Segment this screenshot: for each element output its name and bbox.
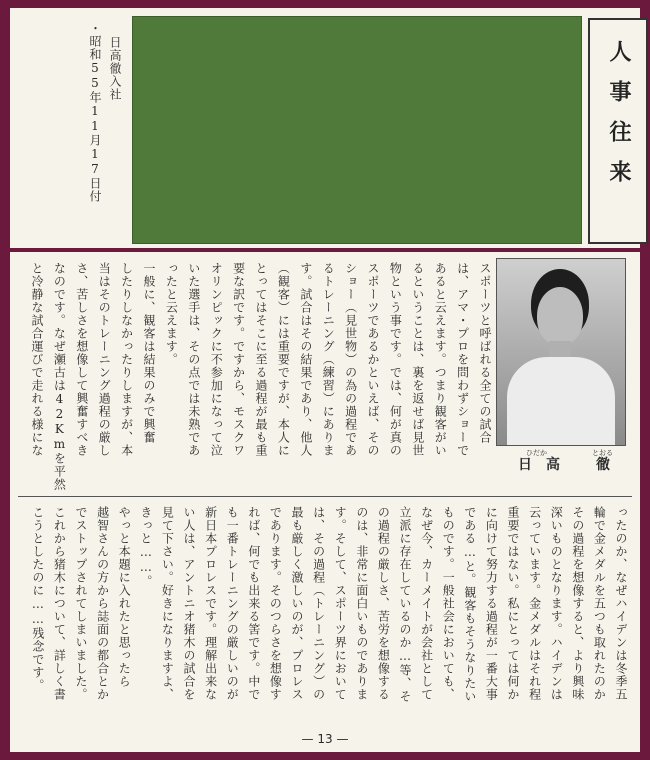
article-line: す。そして、スポーツ界において [333,506,348,701]
article-line: も一番トレーニングの厳しいのが [225,506,240,701]
article-line: れば、何でも出来る筈です。中で [246,506,261,701]
article-line: したりしなかったりしますが、本 [119,262,134,457]
article-line: その過程を想像すると、より興味 [570,506,585,701]
section-title-box [588,18,648,244]
article-panel [10,252,640,752]
article-line: である…と。観客もそうなりたい [462,506,477,703]
article-line: 当はそのトレーニング過程の厳し [97,262,112,457]
caption-mid-name: 高 [546,457,560,473]
article-line: スポーツであるかといえば、その [366,262,380,457]
article-line: いた選手は、その点では未熟であ [186,262,201,457]
article-line: 要な訳です。ですから、モスクワ [231,262,246,457]
portrait-head [537,287,583,345]
page-number: — 13 — [301,732,349,746]
article-line: の過程の厳しさ、苦労を想像する [376,506,391,701]
article-line: 見て下さい。好きになりますよ、 [160,506,175,701]
article-line: 深いものとなります。ハイデンは [549,506,564,701]
redacted-notice-block [132,16,582,244]
portrait-caption [496,450,624,474]
article-line: い人は、アントニオ猪木の試合を [182,506,196,701]
article-line: 云っています。金メダルはそれ程 [527,506,542,701]
article-line: るトレーニング（練習）にありま [321,262,336,457]
article-line: でストップされてしまいました。 [74,506,88,701]
article-line: これから猪木について、詳しく書 [52,506,67,701]
article-line: に向けて努力する過程が一番大事 [484,506,499,701]
article-line: ったのか、なぜハイデンは冬季五 [614,506,628,701]
caption-ruby-given: とおる [592,449,613,457]
article-line: 新日本プロレスです。理解出来な [203,506,218,701]
article-line: スポーツと呼ばれる全ての試合 [478,262,492,444]
article-line: 物という事です。では、何が真の [388,262,403,457]
article-line: 重要ではない。私にとっては何か [506,506,520,701]
article-line: す。試合はその結果であり、他人 [298,262,313,457]
article-line: は、アマ・プロを問わずショーで [455,262,470,457]
article-line: 輪で金メダルを五つも取れたのか [592,506,607,701]
article-line: 一般に、観客は結果のみで興奮 [142,262,156,444]
article-line: なぜ今、カーメイトが会社として [419,506,434,701]
personnel-notice-panel [10,8,640,248]
article-line: ものです。一般社会においても、 [441,506,456,701]
article-line: なのです。なぜ瀬古は42Kmを平然 [52,262,67,491]
article-line: オリンピックに不参加になって泣 [209,262,224,457]
notice-line-person: 日高徹入社 [108,36,122,101]
article-line: ショー（見世物）の為の過程であ [343,262,358,457]
article-line: 立派に存在しているのか…等、そ [398,506,412,703]
article-line: るということは、裏を返せば見世 [410,262,425,457]
article-line: （観客）には重要ですが、本人に [276,262,291,457]
caption-ruby-family: ひだか [526,449,547,457]
caption-given-name: 徹 [596,457,610,473]
article-line: こうとしたのに……残念です。 [30,506,45,692]
article-line: とってはそこに至る過程が最も重 [254,262,268,457]
article-line: やっと本題に入れたと思ったら [117,506,132,688]
article-line: と冷静な試合運びで走れる様にな [30,262,44,457]
notice-line-date: ・昭和55年11月17日付 [88,22,102,203]
article-line: 最も厳しく激しいのが、プロレス [290,506,304,701]
article-line: であります。そのつらさを想像す [268,506,283,701]
article-line: 越智さんの方から誌面の都合とか [95,506,110,701]
caption-family-name: 日 [518,457,532,473]
column-divider [18,496,632,497]
section-title: 人事往来 [606,40,631,200]
article-line: さ、苦しさを想像して興奮すべき [74,262,89,457]
portrait-photo [496,258,626,446]
article-line: きっと……。 [138,506,153,588]
personnel-notice [10,8,130,248]
article-line: は、その過程（トレーニング）の [311,506,326,701]
article-line: のは、非常に面白いものでありま [354,506,369,701]
portrait-body [507,357,615,446]
article-line: ったと云えます。 [164,262,179,366]
article-line: あると云えます。つまり観客がい [433,262,448,457]
